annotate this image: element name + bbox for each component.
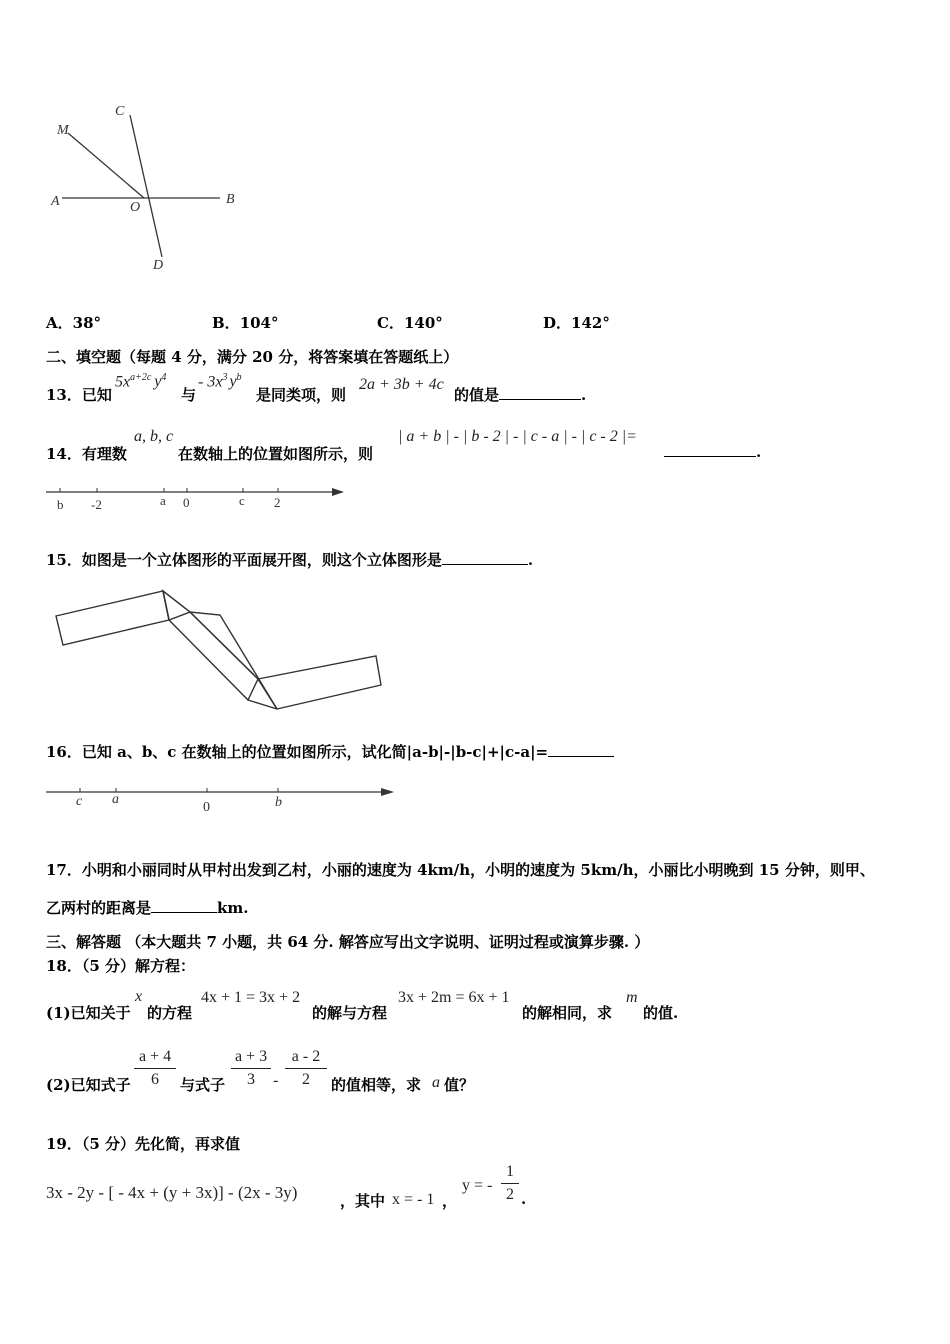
q15-text: 15．如图是一个立体图形的平面展开图，则这个立体图形是 . bbox=[46, 551, 534, 569]
q18-part2-c: 的值相等，求 bbox=[331, 1076, 422, 1094]
q13-label: 13．已知 bbox=[46, 386, 112, 404]
tick-label-0: 0 bbox=[183, 495, 190, 510]
minus-sign: - bbox=[273, 1072, 279, 1089]
tick-label-a: a bbox=[112, 792, 119, 807]
q14-blank: . bbox=[664, 443, 761, 461]
q18-part1-d: 的解相同，求 bbox=[522, 1004, 613, 1022]
q18-var-m: m bbox=[626, 989, 638, 1006]
fraction-1: a + 4 6 bbox=[134, 1048, 176, 1089]
q18-part2-d: 值？ bbox=[444, 1076, 475, 1094]
label-C: C bbox=[115, 104, 125, 119]
q14-expr: | a + b | - | b - 2 | - | c - a | - | c - 2 |= bbox=[398, 428, 637, 445]
q18-equation1: 4x + 1 = 3x + 2 bbox=[201, 989, 301, 1006]
label-O: O bbox=[130, 200, 141, 215]
tick-label-0: 0 bbox=[203, 800, 210, 815]
q19-y-value: y = - bbox=[462, 1177, 493, 1194]
tick-label-2: 2 bbox=[274, 495, 281, 510]
q13-tail: 的值是 . bbox=[454, 386, 587, 404]
q18-title: 18．（5 分）解方程： bbox=[46, 957, 196, 975]
fraction-half: 1 2 bbox=[501, 1163, 519, 1204]
tick-label-c: c bbox=[76, 794, 83, 809]
q13-expr1: $5x^{a+2c}$ $y^4$ bbox=[115, 372, 167, 391]
label-A: A bbox=[51, 194, 60, 209]
q13-expr3: 2a + 3b + 4c bbox=[359, 376, 444, 393]
q14-vars: a, b, c bbox=[134, 428, 174, 445]
q16-text: 16．已知 a、b、c 在数轴上的位置如图所示，试化简|a-b|-|b-c|+|c-a|= bbox=[46, 741, 614, 762]
q18-part1-b: 的方程 bbox=[147, 1004, 193, 1022]
answer-blank[interactable] bbox=[499, 398, 581, 400]
answer-blank[interactable] bbox=[664, 455, 756, 457]
tick-label-a: a bbox=[160, 493, 166, 508]
tick-label-c: c bbox=[239, 493, 245, 508]
q18-part1-e: 的值. bbox=[643, 1004, 679, 1022]
prism-net-figure bbox=[50, 582, 390, 717]
number-line-q14 bbox=[44, 480, 354, 515]
q14-label: 14．有理数 bbox=[46, 445, 127, 463]
q18-equation2: 3x + 2m = 6x + 1 bbox=[398, 989, 510, 1006]
q17-line1: 17．小明和小丽同时从甲村出发到乙村，小丽的速度为 4km/h，小明的速度为 5km/h，小丽比小明晚到 15 分钟，则甲、 bbox=[46, 861, 875, 879]
q18-part2-b: 与式子 bbox=[180, 1076, 226, 1094]
option-a: A．38° bbox=[46, 314, 102, 332]
q14-mid: 在数轴上的位置如图所示，则 bbox=[178, 445, 374, 463]
answer-blank[interactable] bbox=[442, 563, 528, 565]
q18-var-x: x bbox=[135, 988, 143, 1005]
label-D: D bbox=[153, 258, 164, 273]
q19-end: . bbox=[521, 1190, 527, 1208]
answer-blank[interactable] bbox=[548, 755, 614, 757]
q17-line2: 乙两村的距离是 km. bbox=[46, 899, 249, 917]
label-B: B bbox=[226, 192, 235, 207]
q13-expr2: - $3x^3$ $y^b$ bbox=[198, 372, 242, 391]
q19-title: 19．（5 分）先化简，再求值 bbox=[46, 1135, 241, 1153]
q18-part1-c: 的解与方程 bbox=[312, 1004, 388, 1022]
q19-x-value: x = - 1 bbox=[392, 1191, 435, 1208]
q18-part1-a: (1)已知关于 bbox=[46, 1004, 131, 1022]
fraction-3: a - 2 2 bbox=[285, 1048, 327, 1089]
section-heading-fill-in: 二、填空题（每题 4 分，满分 20 分，将答案填在答题纸上） bbox=[46, 348, 459, 366]
q18-part2-a: (2)已知式子 bbox=[46, 1076, 131, 1094]
tick-label-neg2: -2 bbox=[91, 497, 102, 512]
option-c: C．140° bbox=[377, 314, 443, 332]
answer-blank[interactable] bbox=[151, 911, 217, 913]
number-line-q16 bbox=[44, 780, 404, 815]
tick-label-b: b bbox=[57, 497, 64, 512]
q13-with: 与 bbox=[181, 386, 197, 404]
label-M: M bbox=[57, 123, 69, 138]
section-heading-solutions: 三、解答题 （本大题共 7 小题，共 64 分. 解答应写出文字说明、证明过程或演算步骤. ） bbox=[46, 933, 650, 951]
q13-mid: 是同类项，则 bbox=[256, 386, 347, 404]
tick-label-b: b bbox=[275, 795, 282, 810]
q19-comma: ， bbox=[442, 1192, 458, 1210]
q18-var-a: a bbox=[432, 1074, 440, 1091]
angle-figure bbox=[40, 95, 260, 280]
q19-mid: ，其中 bbox=[340, 1192, 386, 1210]
option-d: D．142° bbox=[543, 314, 610, 332]
fraction-2: a + 3 3 bbox=[231, 1048, 271, 1089]
q19-expression: 3x - 2y - [ - 4x + (y + 3x)] - (2x - 3y) bbox=[46, 1183, 298, 1202]
option-b: B．104° bbox=[212, 314, 279, 332]
